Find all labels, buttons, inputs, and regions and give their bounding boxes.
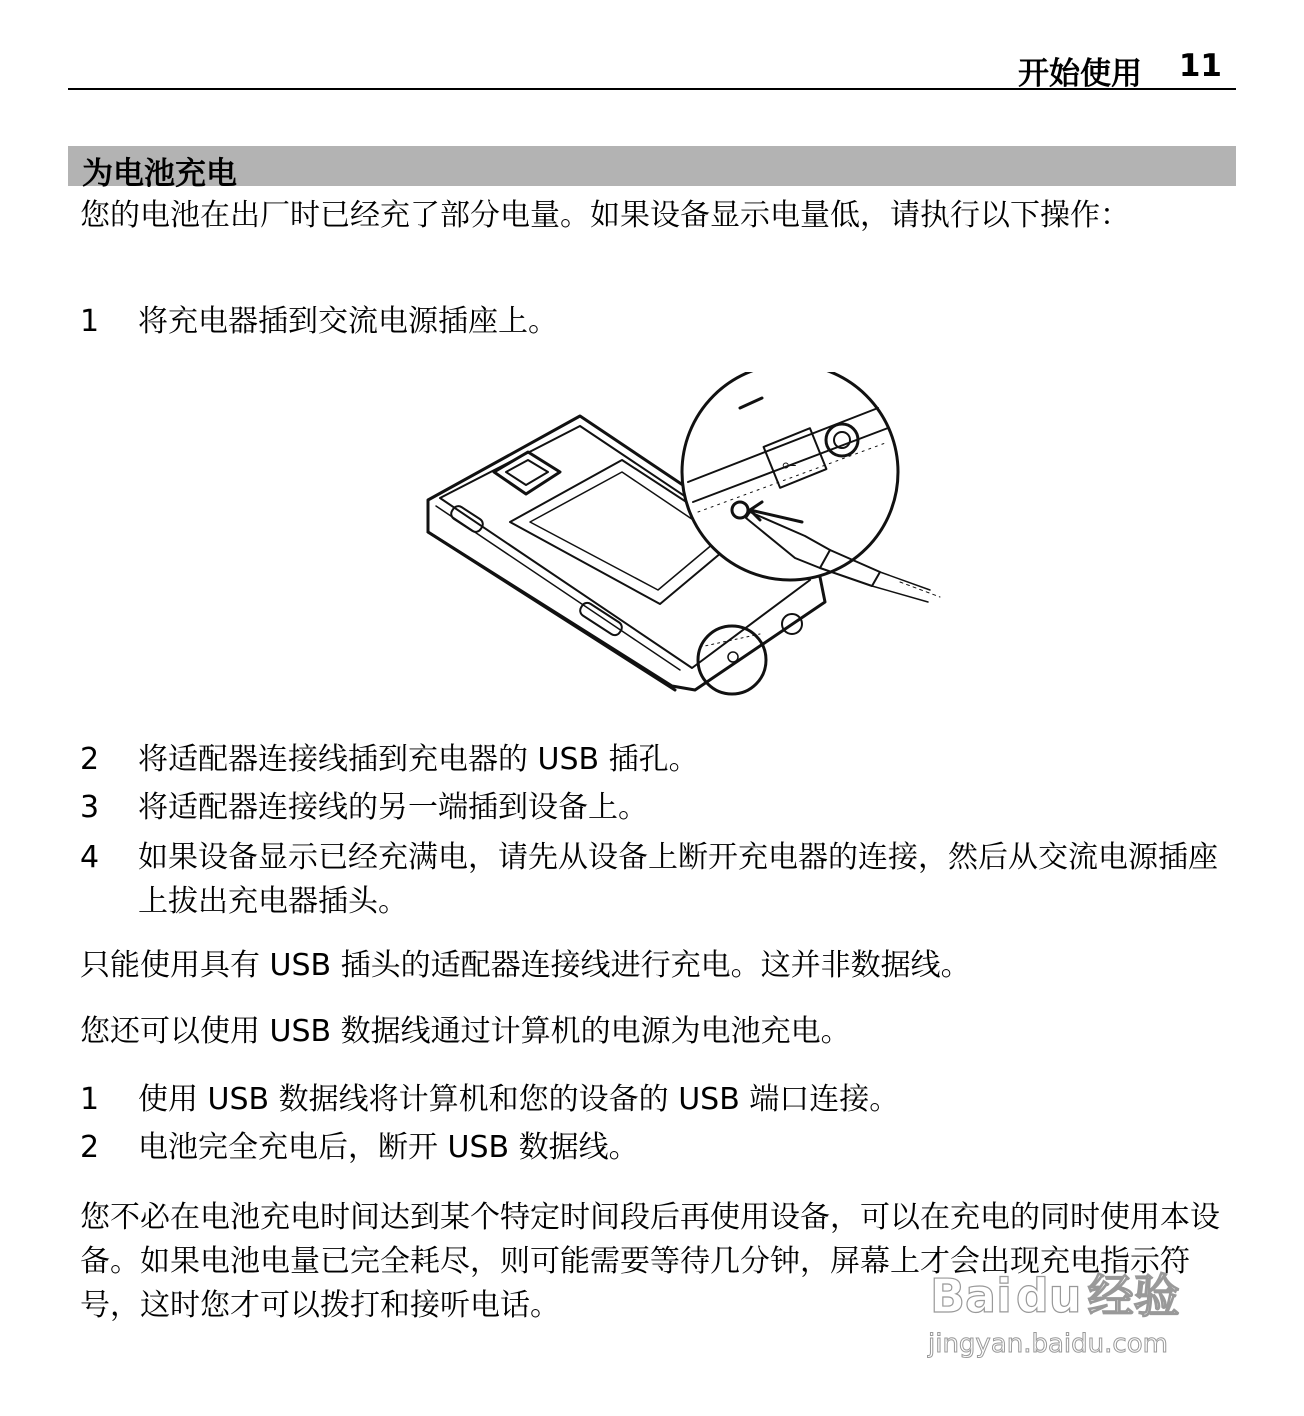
intro-paragraph: 您的电池在出厂时已经充了部分电量。如果设备显示电量低，请执行以下操作：	[80, 198, 1130, 233]
usb-icon: ⟜	[782, 454, 797, 475]
svg-text:jingyan.baidu.com: jingyan.baidu.com	[928, 1329, 1168, 1359]
step-number: 3	[80, 790, 100, 825]
step-text: 将适配器连接线插到充电器的 USB 插孔。	[138, 742, 699, 777]
page-header	[68, 44, 1236, 90]
step-text: 使用 USB 数据线将计算机和您的设备的 USB 端口连接。	[138, 1082, 900, 1117]
page-number: 11	[1178, 48, 1222, 84]
step-number: 1	[80, 304, 100, 339]
baidu-jingyan-watermark	[900, 1240, 1230, 1370]
phone-charging-drawing	[410, 372, 950, 702]
charging-illustration	[410, 372, 950, 702]
closing-paragraph: 您不必在电池充电时间达到某个特定时间段后再使用设备，可以在充电的同时使用本设备。如果电池电量已完全耗尽，则可能需要等待几分钟，屏幕上才会出现充电指示符号，这时您才可以拨打和接听电话。	[80, 1200, 1220, 1323]
step-number: 2	[80, 1130, 100, 1165]
step-number: 4	[80, 840, 100, 875]
step-text: 将充电器插到交流电源插座上。	[138, 304, 558, 339]
step-number: 1	[80, 1082, 100, 1117]
step-number: 2	[80, 742, 100, 777]
usb-note: 只能使用具有 USB 插头的适配器连接线进行充电。这并非数据线。	[80, 948, 971, 983]
step-text: 如果设备显示已经充满电，请先从设备上断开充电器的连接，然后从交流电源插座上拔出充电器插头。	[138, 840, 1218, 919]
watermark-logo	[900, 1240, 1230, 1370]
svg-text:Baidu经验: Baidu 经验	[930, 1269, 1180, 1323]
section-title: 为电池充电	[82, 156, 237, 192]
chapter-title: 开始使用	[1018, 56, 1142, 92]
section-heading-bar	[68, 146, 1236, 192]
step-text: 将适配器连接线的另一端插到设备上。	[138, 790, 648, 825]
step-text: 电池完全充电后，断开 USB 数据线。	[138, 1130, 639, 1165]
computer-charging-note: 您还可以使用 USB 数据线通过计算机的电源为电池充电。	[80, 1014, 851, 1049]
